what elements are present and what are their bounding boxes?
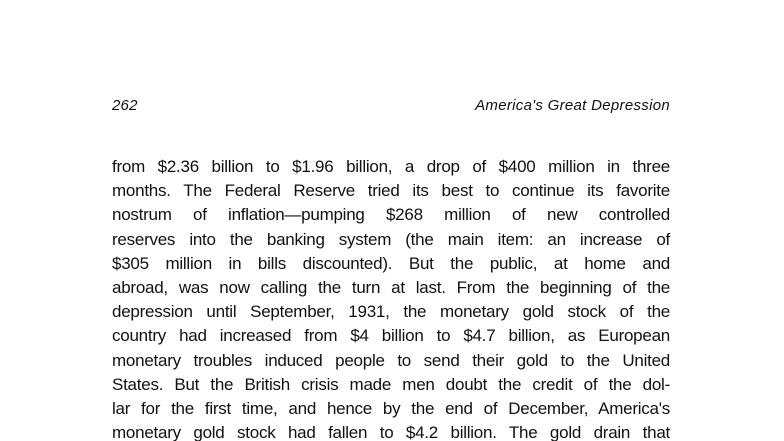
page-number: 262 (112, 97, 138, 114)
text-line: $305 million in bills discounted). But the public, at home and (112, 253, 670, 273)
text-line: monetary troubles induced people to send their gold to the United (112, 350, 670, 370)
running-head (112, 97, 670, 117)
text-line: from $2.36 billion to $1.96 billion, a drop of $400 million in three (112, 157, 670, 176)
text-line: reserves into the banking system (the main item: an increase of (112, 229, 670, 249)
text-line: country had increased from $4 billion to $4.7 billion, as European (112, 326, 670, 346)
book-title: America's Great Depression (475, 97, 670, 114)
text-line: depression until September, 1931, the monetary gold stock of the (112, 302, 670, 322)
text-line: months. The Federal Reserve tried its best to continue its favorite (112, 181, 670, 201)
text-line: abroad, was now calling the turn at last. From the beginning of the (112, 277, 670, 297)
text-line: States. But the British crisis made men doubt the credit of the dol- (112, 374, 670, 394)
body-paragraph (112, 155, 670, 441)
text-line: nostrum of inflation—pumping $268 million of new controlled (112, 205, 670, 225)
text-line: lar for the first time, and hence by the end of December, America's (112, 398, 670, 418)
text-line: monetary gold stock had fallen to $4.2 billion. The gold drain that (112, 423, 670, 441)
